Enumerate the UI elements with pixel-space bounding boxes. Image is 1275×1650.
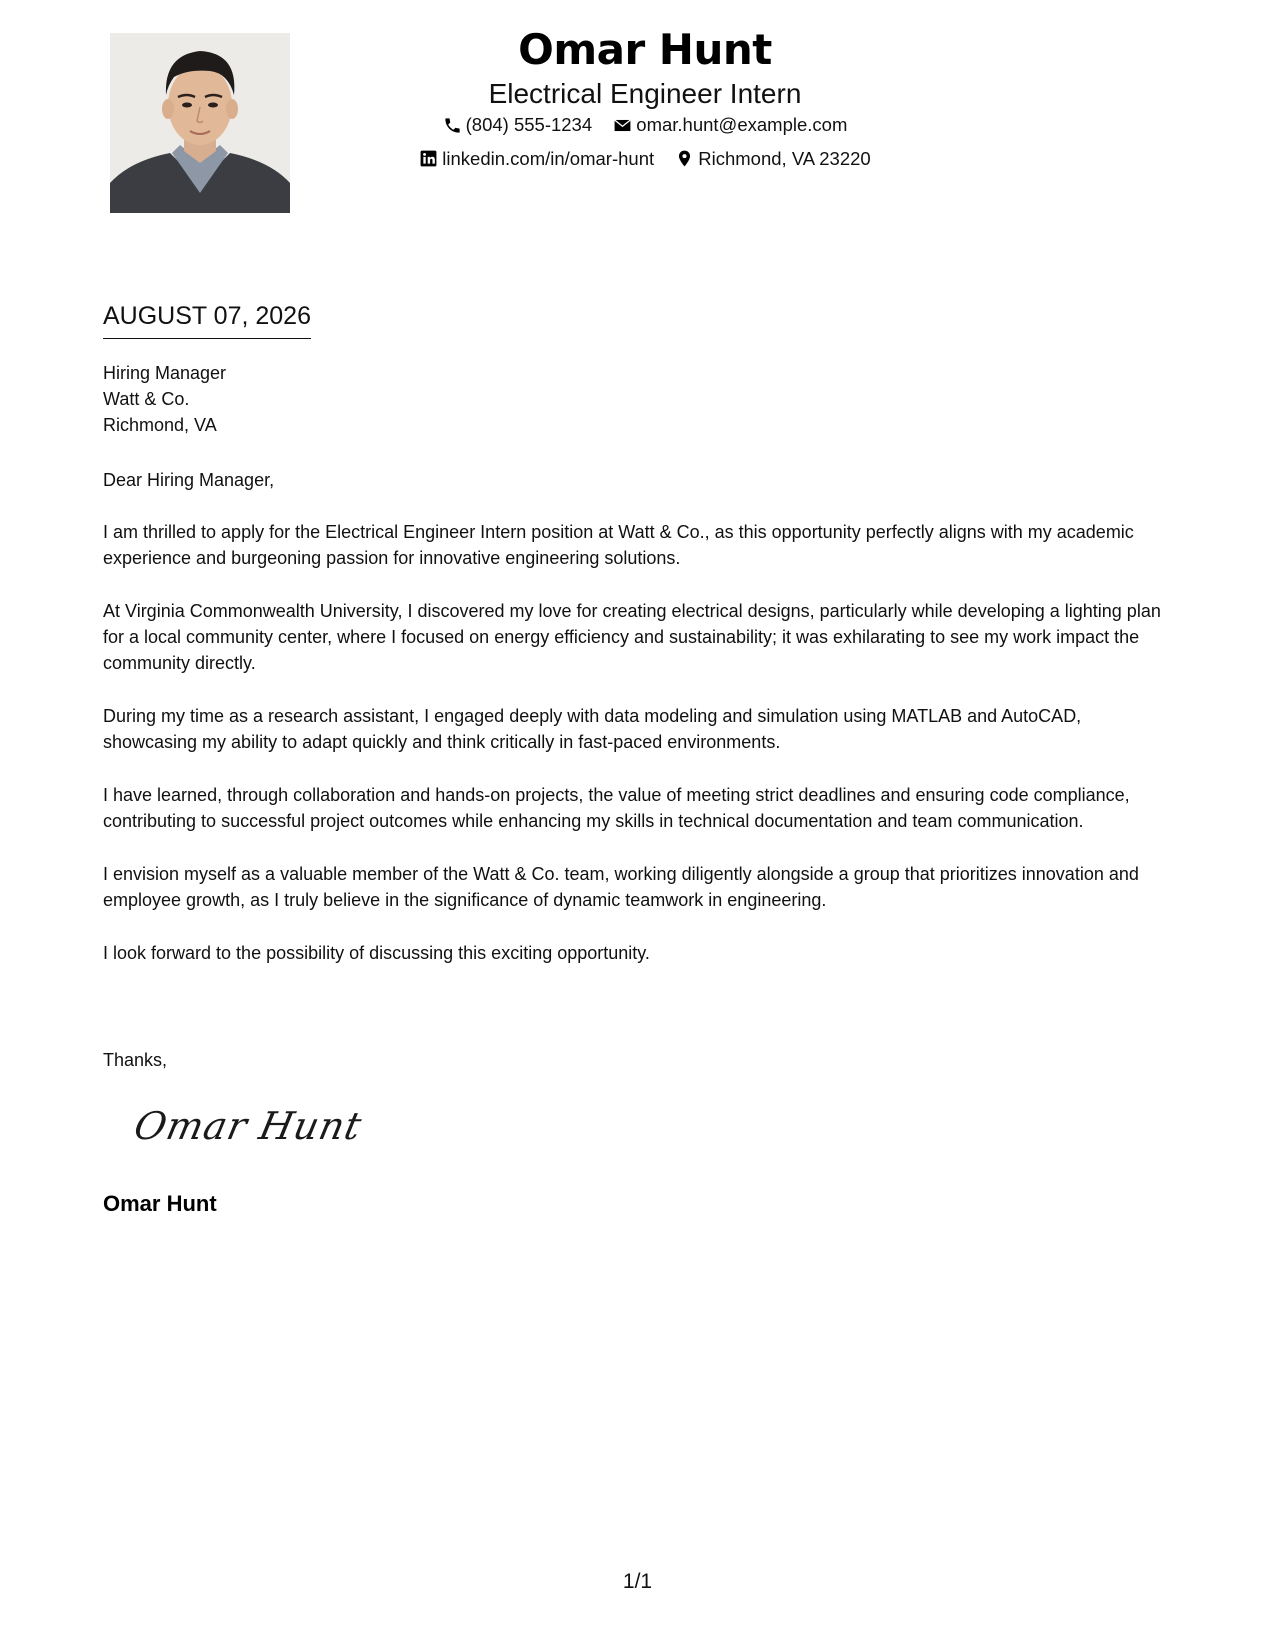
paragraph: I am thrilled to apply for the Electrical Engineer Intern position at Watt & Co., as this opportunity perfectly aligns with my academic experience and burgeoning passion for innovative engineering solutions.	[103, 522, 1134, 568]
paragraph: I envision myself as a valuable member of the Watt & Co. team, working diligently alongside a group that prioritizes innovation and employee growth, as I truly believe in the significance of dynamic teamwork in engineering.	[103, 864, 1139, 910]
envelope-icon	[613, 116, 632, 135]
contact-location	[675, 144, 870, 174]
profile-photo	[110, 33, 290, 213]
paragraph: During my time as a research assistant, I engaged deeply with data modeling and simulation using MATLAB and AutoCAD, showcasing my ability to adapt quickly and think critically in fast-paced environments.	[103, 706, 1082, 752]
recipient-location: Richmond, VA	[103, 415, 217, 435]
recipient-company: Watt & Co.	[103, 389, 190, 409]
resume-header	[300, 22, 990, 177]
map-pin-icon	[675, 149, 694, 168]
paragraph: I have learned, through collaboration and hands-on projects, the value of meeting strict deadlines and ensuring code compliance, contributing to successful project outcomes while enhancing my skills in technical documentation and team communication.	[103, 785, 1130, 831]
contact-line-2	[300, 144, 990, 178]
salutation: Dear Hiring Manager,	[103, 470, 275, 490]
phone-icon	[443, 116, 462, 135]
paragraph: I look forward to the possibility of discussing this exciting opportunity.	[103, 943, 650, 963]
page-number: 1/1	[622, 1570, 653, 1593]
email-text[interactable]: omar.hunt@example.com	[636, 114, 848, 135]
contact-line-1	[300, 110, 990, 144]
contact-phone	[443, 110, 593, 140]
recipient-name: Hiring Manager	[103, 363, 227, 383]
paragraph: At Virginia Commonwealth University, I discovered my love for creating electrical designs, particularly while developing a lighting plan for a local community center, where I focused on energy efficiency and sustainability; it was exhilarating to see my work impact the community directly.	[103, 601, 1161, 673]
letter-body	[103, 467, 1178, 993]
handwritten-signature: Omar Hunt	[130, 1104, 367, 1148]
signer-name: Omar Hunt	[103, 1191, 217, 1216]
recipient-block	[103, 360, 226, 438]
applicant-title: Electrical Engineer Intern	[488, 78, 802, 109]
letter-date: AUGUST 07, 2026	[103, 300, 311, 339]
linkedin-icon	[419, 149, 438, 168]
closing: Thanks,	[103, 1050, 168, 1070]
portrait-image	[110, 33, 290, 213]
contact-linkedin[interactable]	[419, 144, 654, 174]
applicant-name: Omar Hunt	[518, 25, 772, 74]
contact-email[interactable]	[613, 110, 847, 140]
linkedin-text[interactable]: linkedin.com/in/omar-hunt	[442, 147, 655, 169]
phone-text: (804) 555-1234	[465, 114, 593, 135]
location-text: Richmond, VA 23220	[698, 147, 871, 169]
